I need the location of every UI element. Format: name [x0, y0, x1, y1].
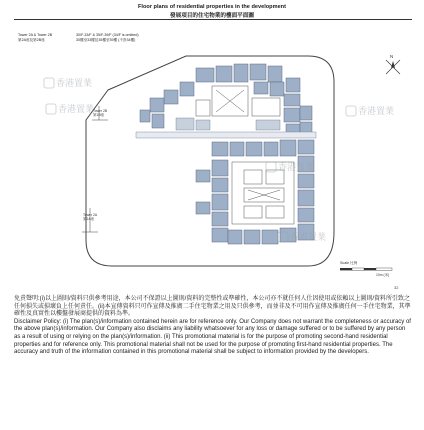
- tower-2b-label-en: Tower 2B: [93, 109, 108, 113]
- tower-2b-callout: [92, 106, 108, 120]
- page-title-en: Floor plans of residential properties in the development: [138, 4, 286, 10]
- podium-link: [136, 132, 316, 138]
- scale-units: 10m (米): [376, 273, 390, 277]
- disclaimer-en: Disclaimer Policy: (i) The plan(s)/information contained herein are for reference only. Our Company does not warrant the completeness or accuracy of the above plan(s)/information. Our Company also disclaims any liability whatsoever for any loss or damage suffered or to be suffered by any person as a result of using or relying on the plan(s)/information. (ii) This promotional material is for the purpose of promoting second-hand residential properties and for reference only. This promotional material shall not be used for the purpose of promoting first-hand residential properties. The accuracy and truth of the information contained in this promotional material shall be subject to information provided by the developers.: [14, 318, 411, 356]
- disclaimer: [14, 296, 412, 357]
- svg-text:香港置業: 香港置業: [278, 163, 315, 173]
- tower-2a-callout: [82, 208, 98, 232]
- tower-2a-label-en: Tower 2A: [83, 213, 98, 217]
- scale-bar: [340, 260, 392, 277]
- floors-en: 30/F-33/F & 35/F-39/F (34/F is omitted): [76, 33, 139, 37]
- watermark-logo-2: [46, 103, 94, 115]
- watermark-logo-3: [346, 105, 394, 117]
- svg-text:香港置業: 香港置業: [290, 233, 327, 243]
- towers-en: Tower 2A & Tower 2B: [18, 33, 53, 37]
- north-arrow-icon: [386, 54, 400, 74]
- floor-plan: [16, 20, 416, 290]
- tower-2b-label-zh: 第2B座: [93, 113, 105, 117]
- scale-label: Scale 比例: [340, 261, 358, 265]
- towers-zh: 第2A座及第2B座: [18, 38, 45, 42]
- watermark-logo-1: [44, 77, 92, 89]
- tower-2a-label-zh: 第2A座: [83, 217, 95, 221]
- tower-2b-inner: [176, 118, 280, 130]
- svg-text:香港置業: 香港置業: [58, 105, 95, 115]
- page-number: 32: [394, 285, 399, 290]
- floors-zh: 30樓至33樓及35樓至39樓 (不設34樓): [76, 38, 136, 42]
- svg-text:香港置業: 香港置業: [358, 107, 395, 117]
- north-label: N: [390, 54, 394, 59]
- page-title-zh: 發展項目的住宅物業的樓面平面圖: [170, 13, 254, 19]
- disclaimer-zh: 免責聲明:(i)以上圖則/資料只供參考用途，本公司不保證以上圖則/資料的完整性或準確性，本公司亦不就任何人仕因使用或依賴以上圖則/資料所引致之任何損失或損壞負上任何責任。(ii)本宣傳資料只可作宣傳及推廣二手住宅物業之用及只供參考，而並非及不可用作宣傳及推廣任何一手住宅物業，其準確性及真實性以樓盤發展商提供的資料為準。: [14, 296, 411, 318]
- svg-text:香港置業: 香港置業: [56, 79, 93, 89]
